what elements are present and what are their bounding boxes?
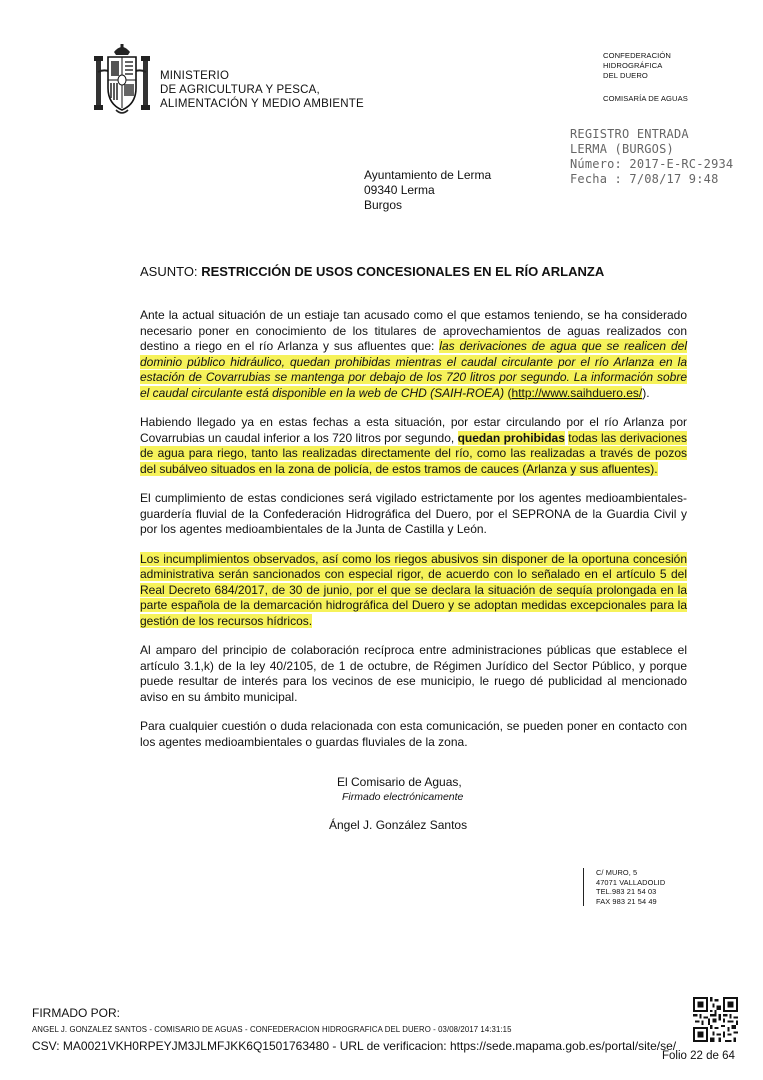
recipient-line-3: Burgos	[364, 198, 403, 212]
paragraph-3: El cumplimiento de estas condiciones será vigilado estrictamente por los agentes medioambientales-guardería fluvial de la Confederación Hidrográfica del Duero, por el SEPRONA de la Guardia Civil y por los agentes medioambientales de la Junta de Castilla y León.	[140, 491, 687, 536]
paragraph-2-rest: todas las derivaciones de agua para riego, tanto las realizadas directamente del río, como las realizadas a través de pozos del subálveo situados en la zona de policía, de estos tramos de cauces (Arlanza y sus afluentes).	[140, 430, 687, 476]
recipient-address	[364, 168, 491, 213]
paragraph-1-open: (	[504, 385, 512, 400]
ministry-line-2: DE AGRICULTURA Y PESCA,	[160, 84, 320, 96]
address-line-1: C/ MURO, 5	[596, 868, 638, 877]
address-line-3: TEL.983 21 54 03	[596, 887, 657, 896]
signed-by-label: FIRMADO POR:	[32, 1006, 121, 1020]
qr-code-icon	[693, 997, 738, 1042]
paragraph-2-bold: quedan prohibidas	[457, 430, 565, 445]
csv-verification-line: CSV: MA0021VKH0RPEYJM3JLMFJKK6Q1501763480 - URL de verificacion: https://sede.mapama.gob.es/portal/site/se/	[32, 1039, 677, 1053]
office-address	[583, 868, 665, 906]
stamp-line-3: Número: 2017-E-RC-2934	[570, 157, 734, 171]
confederation-heading	[603, 51, 671, 81]
paragraph-5: Al amparo del principio de colaboración recíproca entre administraciones públicas que establece el artículo 3.1,k) de la ley 40/2105, de 1 de octubre, de Régimen Jurídico del Sector Público, y porque puede resultar de interés para los vecinos de ese municipio, le ruego dé publicidad al mencionado aviso en su ámbito municipal.	[140, 643, 687, 704]
chd-line-3: DEL DUERO	[603, 71, 648, 80]
ministry-heading	[160, 69, 364, 111]
subject-label: ASUNTO:	[140, 264, 198, 279]
subject-line	[140, 264, 604, 279]
paragraph-2-intro: Habiendo llegado ya en estas fechas a esta situación, por estar circulando por el río Arlanza por Covarrubias un caudal inferior a los 720 litros por segundo,	[140, 415, 687, 445]
chd-line-1: CONFEDERACIÓN	[603, 51, 671, 60]
paragraph-4-text: Los incumplimientos observados, así como los riegos abusivos sin disponer de la oportuna concesión administrativa serán sancionados con especial rigor, de acuerdo con lo señalado en el artículo 5 del Real Decreto 684/2017, de 30 de junio, por el que se declara la situación de sequía prolongada en la parte española de la demarcación hidrográfica del Duero y se adoptan medidas excepcionales para la gestión de los recursos hídricos.	[140, 551, 687, 628]
paragraph-2	[140, 415, 687, 477]
address-line-2: 47071 VALLADOLID	[596, 877, 666, 887]
stamp-line-2: LERMA (BURGOS)	[570, 142, 674, 156]
address-line-4: FAX 983 21 54 49	[596, 896, 657, 906]
ministry-line-3: ALIMENTACIÓN Y MEDIO AMBIENTE	[160, 98, 364, 110]
saihduero-link[interactable]: http://www.saihduero.es/	[511, 385, 643, 400]
coat-of-arms-emblem	[92, 42, 152, 118]
registry-stamp	[570, 127, 733, 187]
paragraph-1-highlight: las derivaciones de agua que se realicen del dominio público hidráulico, quedan prohibidas mientras el caudal circulante por el río Arlanza en la estación de Covarrubias se mantenga por debajo de los 720 litros por segundo. La información sobre el caudal circulante está disponible en la web de CHD (SAIH-ROEA)	[140, 339, 687, 400]
stamp-line-1: REGISTRO ENTRADA	[570, 127, 689, 141]
recipient-line-1: Ayuntamiento de Lerma	[364, 168, 492, 182]
electronic-signature-note: Firmado electrónicamente	[342, 791, 464, 803]
recipient-line-2: 09340 Lerma	[364, 183, 435, 197]
paragraph-1-close: ).	[642, 385, 650, 400]
ministry-line-1: MINISTERIO	[160, 70, 230, 82]
signed-by-detail: ANGEL J. GONZALEZ SANTOS - COMISARIO DE AGUAS - CONFEDERACION HIDROGRAFICA DEL DUERO - 03/08/2017 14:31:15	[32, 1025, 512, 1034]
folio-number: Folio 22 de 64	[662, 1050, 735, 1062]
paragraph-1-intro: Ante la actual situación de un estiaje tan acusado como el que estamos teniendo, se ha considerado necesario poner en conocimiento de los titulares de aprovechamientos de aguas realizados con destino a riego en el río Arlanza y sus afluentes que:	[140, 308, 687, 353]
paragraph-6: Para cualquier cuestión o duda relacionada con esta comunicación, se pueden poner en contacto con los agentes medioambientales o guardas fluviales de la zona.	[140, 719, 687, 749]
paragraph-1	[140, 308, 687, 401]
signer-title: El Comisario de Aguas,	[337, 775, 462, 789]
signer-name: Ángel J. González Santos	[329, 818, 468, 832]
subject-text: RESTRICCIÓN DE USOS CONCESIONALES EN EL RÍO ARLANZA	[201, 264, 605, 279]
chd-line-2: HIDROGRÁFICA	[603, 61, 663, 70]
paragraph-4	[140, 552, 687, 630]
stamp-line-4: Fecha : 7/08/17 9:48	[570, 172, 719, 186]
letter-body	[140, 308, 687, 764]
comisaria-heading: COMISARÍA DE AGUAS	[603, 94, 688, 103]
